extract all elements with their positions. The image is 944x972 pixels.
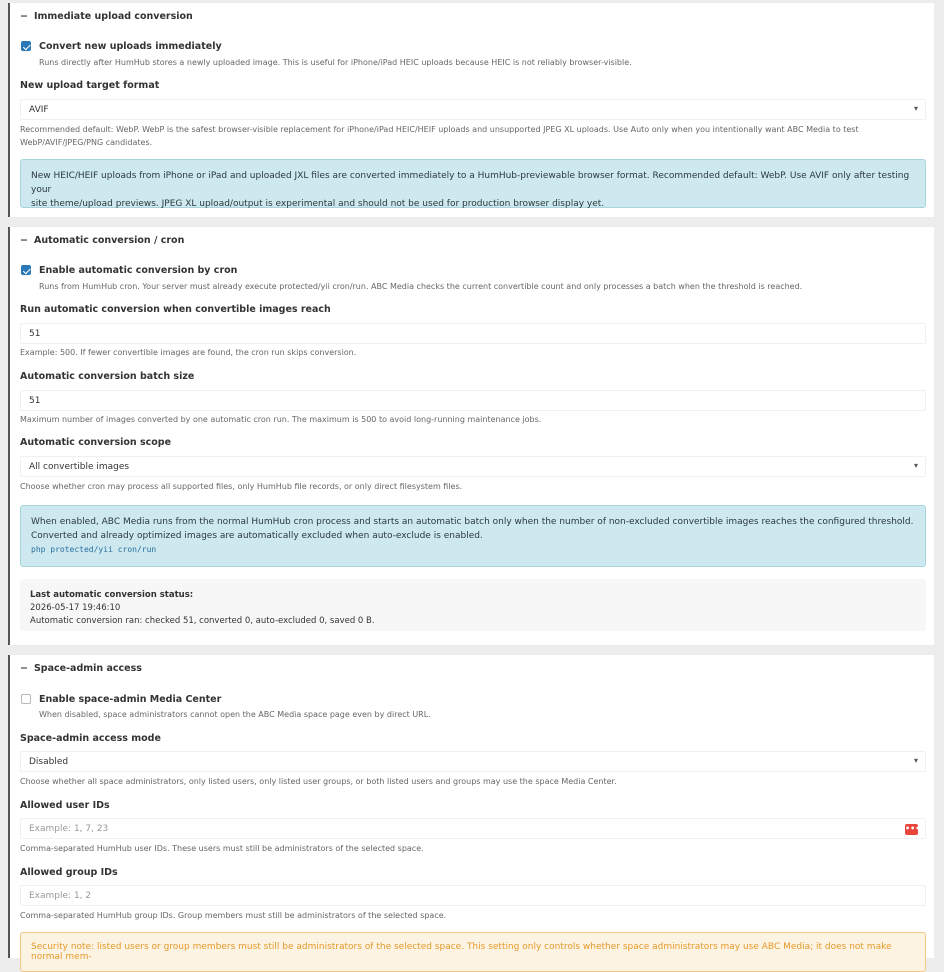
cron-conversion-panel	[8, 227, 934, 645]
checkbox-hint: Runs directly after HumHub stores a newly uploaded image. This is useful for iPhone/iPad HEIC uploads because HEIC is not reliably browser-visible.	[39, 58, 632, 67]
batch-label: Automatic conversion batch size	[20, 371, 195, 382]
format-select[interactable]	[20, 99, 926, 120]
groups-hint: Comma-separated HumHub group IDs. Group members must still be administrators of the selected space.	[20, 911, 447, 920]
dots-icon[interactable]: •••	[905, 824, 921, 833]
users-hint: Comma-separated HumHub user IDs. These users must still be administrators of the selected space.	[20, 844, 424, 853]
status-time: 2026-05-17 19:46:10	[30, 603, 121, 613]
batch-value: 51	[29, 395, 41, 406]
user-ids-input[interactable]	[20, 818, 926, 839]
cron-command: php protected/yii cron/run	[31, 545, 157, 554]
caret-down-icon: ▾	[913, 104, 918, 113]
format-value: AVIF	[29, 104, 49, 115]
users-label: Allowed user IDs	[20, 800, 110, 811]
user-ids-placeholder: Example: 1, 7, 23	[29, 823, 109, 834]
panel-header[interactable]	[10, 3, 934, 29]
info-line: Converted and already optimized images are automatically excluded when auto-exclude is enabled.	[31, 531, 483, 541]
info-line: site theme/upload previews. JPEG XL upload/output is experimental and should not be used for production browser display yet.	[31, 199, 605, 209]
info-line: New HEIC/HEIF uploads from iPhone or iPad and uploaded JXL files are converted immediately to a HumHub-previewable browser format. Recommended default: WebP. Use AVIF only after testing your	[31, 171, 910, 195]
format-hint-2: WebP/AVIF/JPEG/PNG candidates.	[20, 138, 153, 147]
panel-header[interactable]	[10, 227, 934, 253]
checkbox-label[interactable]: Convert new uploads immediately	[39, 41, 222, 52]
scope-value: All convertible images	[29, 461, 130, 472]
minus-icon[interactable]: −	[20, 234, 28, 246]
groups-label: Allowed group IDs	[20, 867, 118, 878]
enable-space-admin-checkbox[interactable]	[21, 694, 31, 704]
status-text: Automatic conversion ran: checked 51, converted 0, auto-excluded 0, saved 0 B.	[30, 616, 375, 626]
warning-text: Security note: listed users or group members must still be administrators of the selected space. This setting only controls whether space administrators may use ABC Media; it does not make normal mem-	[31, 942, 892, 962]
caret-down-icon: ▾	[913, 756, 918, 765]
checkbox-hint: Runs from HumHub cron. Your server must already execute protected/yii cron/run. ABC Media checks the current convertible count and only processes a batch when the threshold is reached.	[39, 282, 803, 291]
security-warning	[20, 932, 926, 972]
mode-value: Disabled	[29, 756, 69, 767]
threshold-hint: Example: 500. If fewer convertible images are found, the cron run skips conversion.	[20, 348, 357, 357]
mode-hint: Choose whether all space administrators, only listed users, only listed user groups, or both listed users and groups may use the space Media Center.	[20, 777, 617, 786]
group-ids-placeholder: Example: 1, 2	[29, 890, 92, 901]
minus-icon[interactable]: −	[20, 10, 28, 22]
mode-label: Space-admin access mode	[20, 733, 161, 744]
info-line: When enabled, ABC Media runs from the normal HumHub cron process and starts an automatic batch only when the number of non-excluded convertible images reaches the configured threshold.	[31, 517, 914, 527]
info-box	[20, 505, 926, 567]
threshold-value: 51	[29, 328, 41, 339]
last-status-box	[20, 579, 926, 631]
format-hint-1: Recommended default: WebP. WebP is the safest browser-visible replacement for iPhone/iPad HEIC/HEIF uploads and unsupported JPEG XL uploads. Use Auto only when you intentionally want ABC Media to test	[20, 125, 859, 134]
batch-input[interactable]	[20, 390, 926, 411]
caret-down-icon: ▾	[913, 461, 918, 470]
info-box	[20, 159, 926, 208]
scope-hint: Choose whether cron may process all supported files, only HumHub file records, or only direct filesystem files.	[20, 482, 463, 491]
upload-conversion-panel	[8, 3, 934, 217]
enable-cron-checkbox[interactable]	[21, 265, 31, 275]
group-ids-input[interactable]	[20, 885, 926, 906]
space-admin-panel	[8, 655, 934, 962]
minus-icon[interactable]: −	[20, 662, 28, 674]
batch-hint: Maximum number of images converted by one automatic cron run. The maximum is 500 to avoid long-running maintenance jobs.	[20, 415, 542, 424]
mode-select[interactable]	[20, 751, 926, 772]
status-title: Last automatic conversion status:	[30, 590, 194, 600]
scope-select[interactable]	[20, 456, 926, 477]
panel-header[interactable]	[10, 655, 934, 681]
panel-title: Space-admin access	[33, 662, 142, 674]
panel-title: Automatic conversion / cron	[33, 234, 185, 246]
threshold-label: Run automatic conversion when convertible images reach	[20, 304, 331, 315]
checkbox-hint: When disabled, space administrators cannot open the ABC Media space page even by direct URL.	[39, 710, 431, 719]
checkbox-label[interactable]: Enable automatic conversion by cron	[39, 265, 238, 276]
panel-title: Immediate upload conversion	[33, 10, 193, 22]
scope-label: Automatic conversion scope	[20, 437, 172, 448]
threshold-input[interactable]	[20, 323, 926, 344]
checkbox-label[interactable]: Enable space-admin Media Center	[39, 694, 222, 705]
convert-uploads-checkbox[interactable]	[21, 41, 31, 51]
format-label: New upload target format	[20, 80, 160, 91]
